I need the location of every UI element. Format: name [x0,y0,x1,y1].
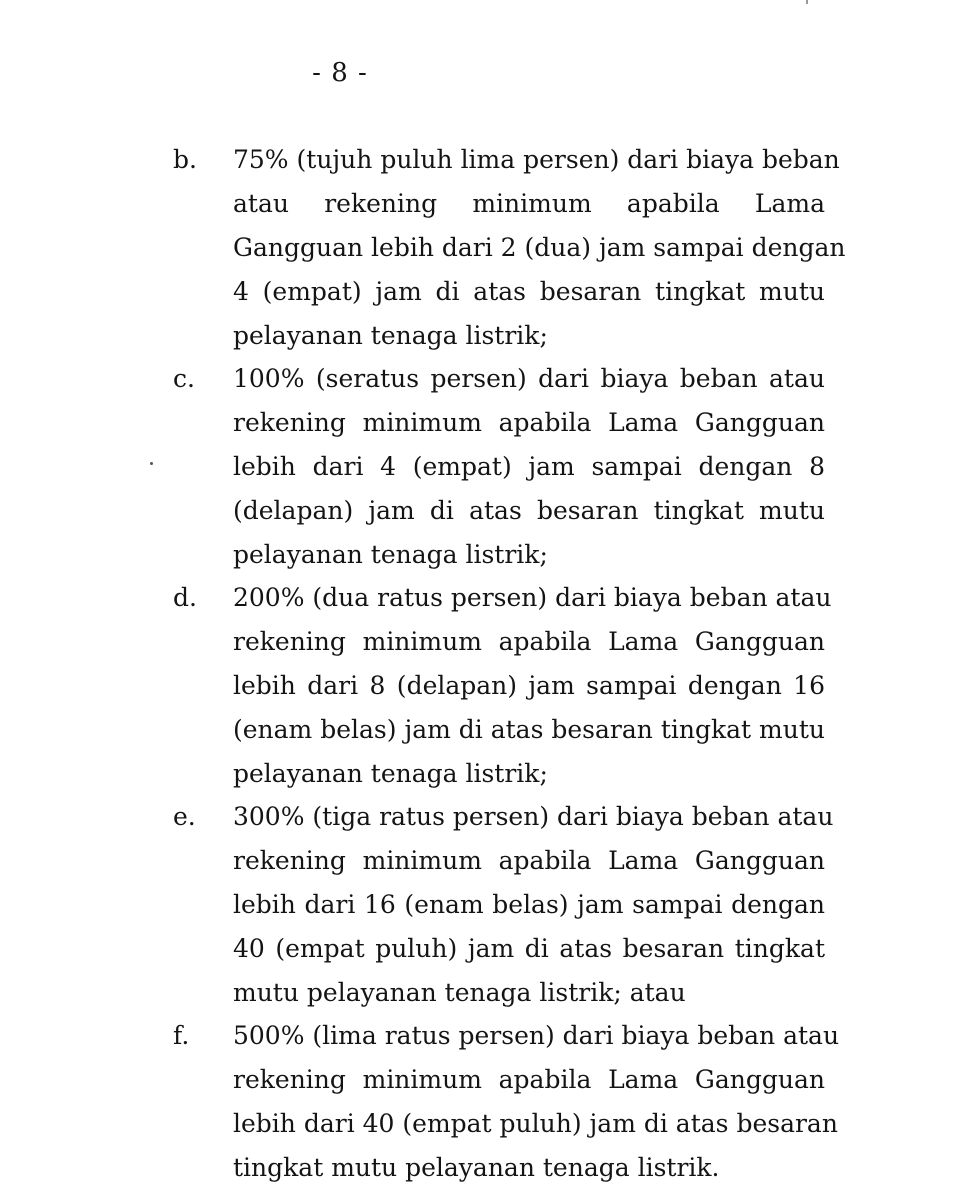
list-item-f [173,1014,840,1194]
text-line: lebih dari 8 (delapan) jam sampai dengan 16 [233,671,825,700]
text-line: 200% (dua ratus persen) dari biaya beban atau [233,583,832,612]
list-item-text [233,576,832,796]
text-line: 75% (tujuh puluh lima persen) dari biaya beban [233,145,840,174]
text-line: mutu pelayanan tenaga listrik; atau [233,978,686,1007]
text-line: pelayanan tenaga listrik; [233,759,548,788]
text-line: 500% (lima ratus persen) dari biaya beban atau [233,1021,840,1050]
text-line: rekening minimum apabila Lama Gangguan [233,1065,825,1094]
list-item-letter: f. [173,1021,190,1050]
scan-speck [150,462,153,465]
list-item-b [173,138,846,358]
text-line: 40 (empat puluh) jam di atas besaran tingkat [233,934,825,963]
list-item-letter: d. [173,583,197,612]
list-item-letter: e. [173,802,196,831]
text-line: rekening minimum apabila Lama Gangguan [233,408,825,437]
text-line: rekening minimum apabila Lama Gangguan [233,846,825,875]
list-item-text [233,1014,840,1190]
list-item-text [233,357,825,577]
list-item-text [233,138,846,358]
text-line: lebih dari 16 (enam belas) jam sampai dengan [233,890,825,919]
list-item-e [173,795,834,1015]
list-item-letter: b. [173,145,197,174]
text-line: pelayanan tenaga listrik; [233,540,548,569]
text-line: (delapan) jam di atas besaran tingkat mutu [233,496,825,525]
text-line: tingkat mutu pelayanan tenaga listrik. [233,1153,720,1182]
list-item-c [173,357,823,577]
list-item-d [173,576,832,796]
scan-speck [806,0,808,4]
text-line: pelayanan tenaga listrik; [233,321,548,350]
text-line: atau rekening minimum apabila Lama [233,189,825,218]
text-line: lebih dari 40 (empat puluh) jam di atas besaran [233,1109,838,1138]
text-line: rekening minimum apabila Lama Gangguan [233,627,825,656]
page-number: - 8 - [312,58,368,88]
text-line: 4 (empat) jam di atas besaran tingkat mutu [233,277,825,306]
list-item-letter: c. [173,364,195,393]
text-line: lebih dari 4 (empat) jam sampai dengan 8 [233,452,825,481]
text-line: 100% (seratus persen) dari biaya beban atau [233,364,825,393]
text-line: (enam belas) jam di atas besaran tingkat mutu [233,715,825,744]
list-item-text [233,795,834,1015]
text-line: 300% (tiga ratus persen) dari biaya beban atau [233,802,834,831]
text-line: Gangguan lebih dari 2 (dua) jam sampai dengan [233,233,846,262]
